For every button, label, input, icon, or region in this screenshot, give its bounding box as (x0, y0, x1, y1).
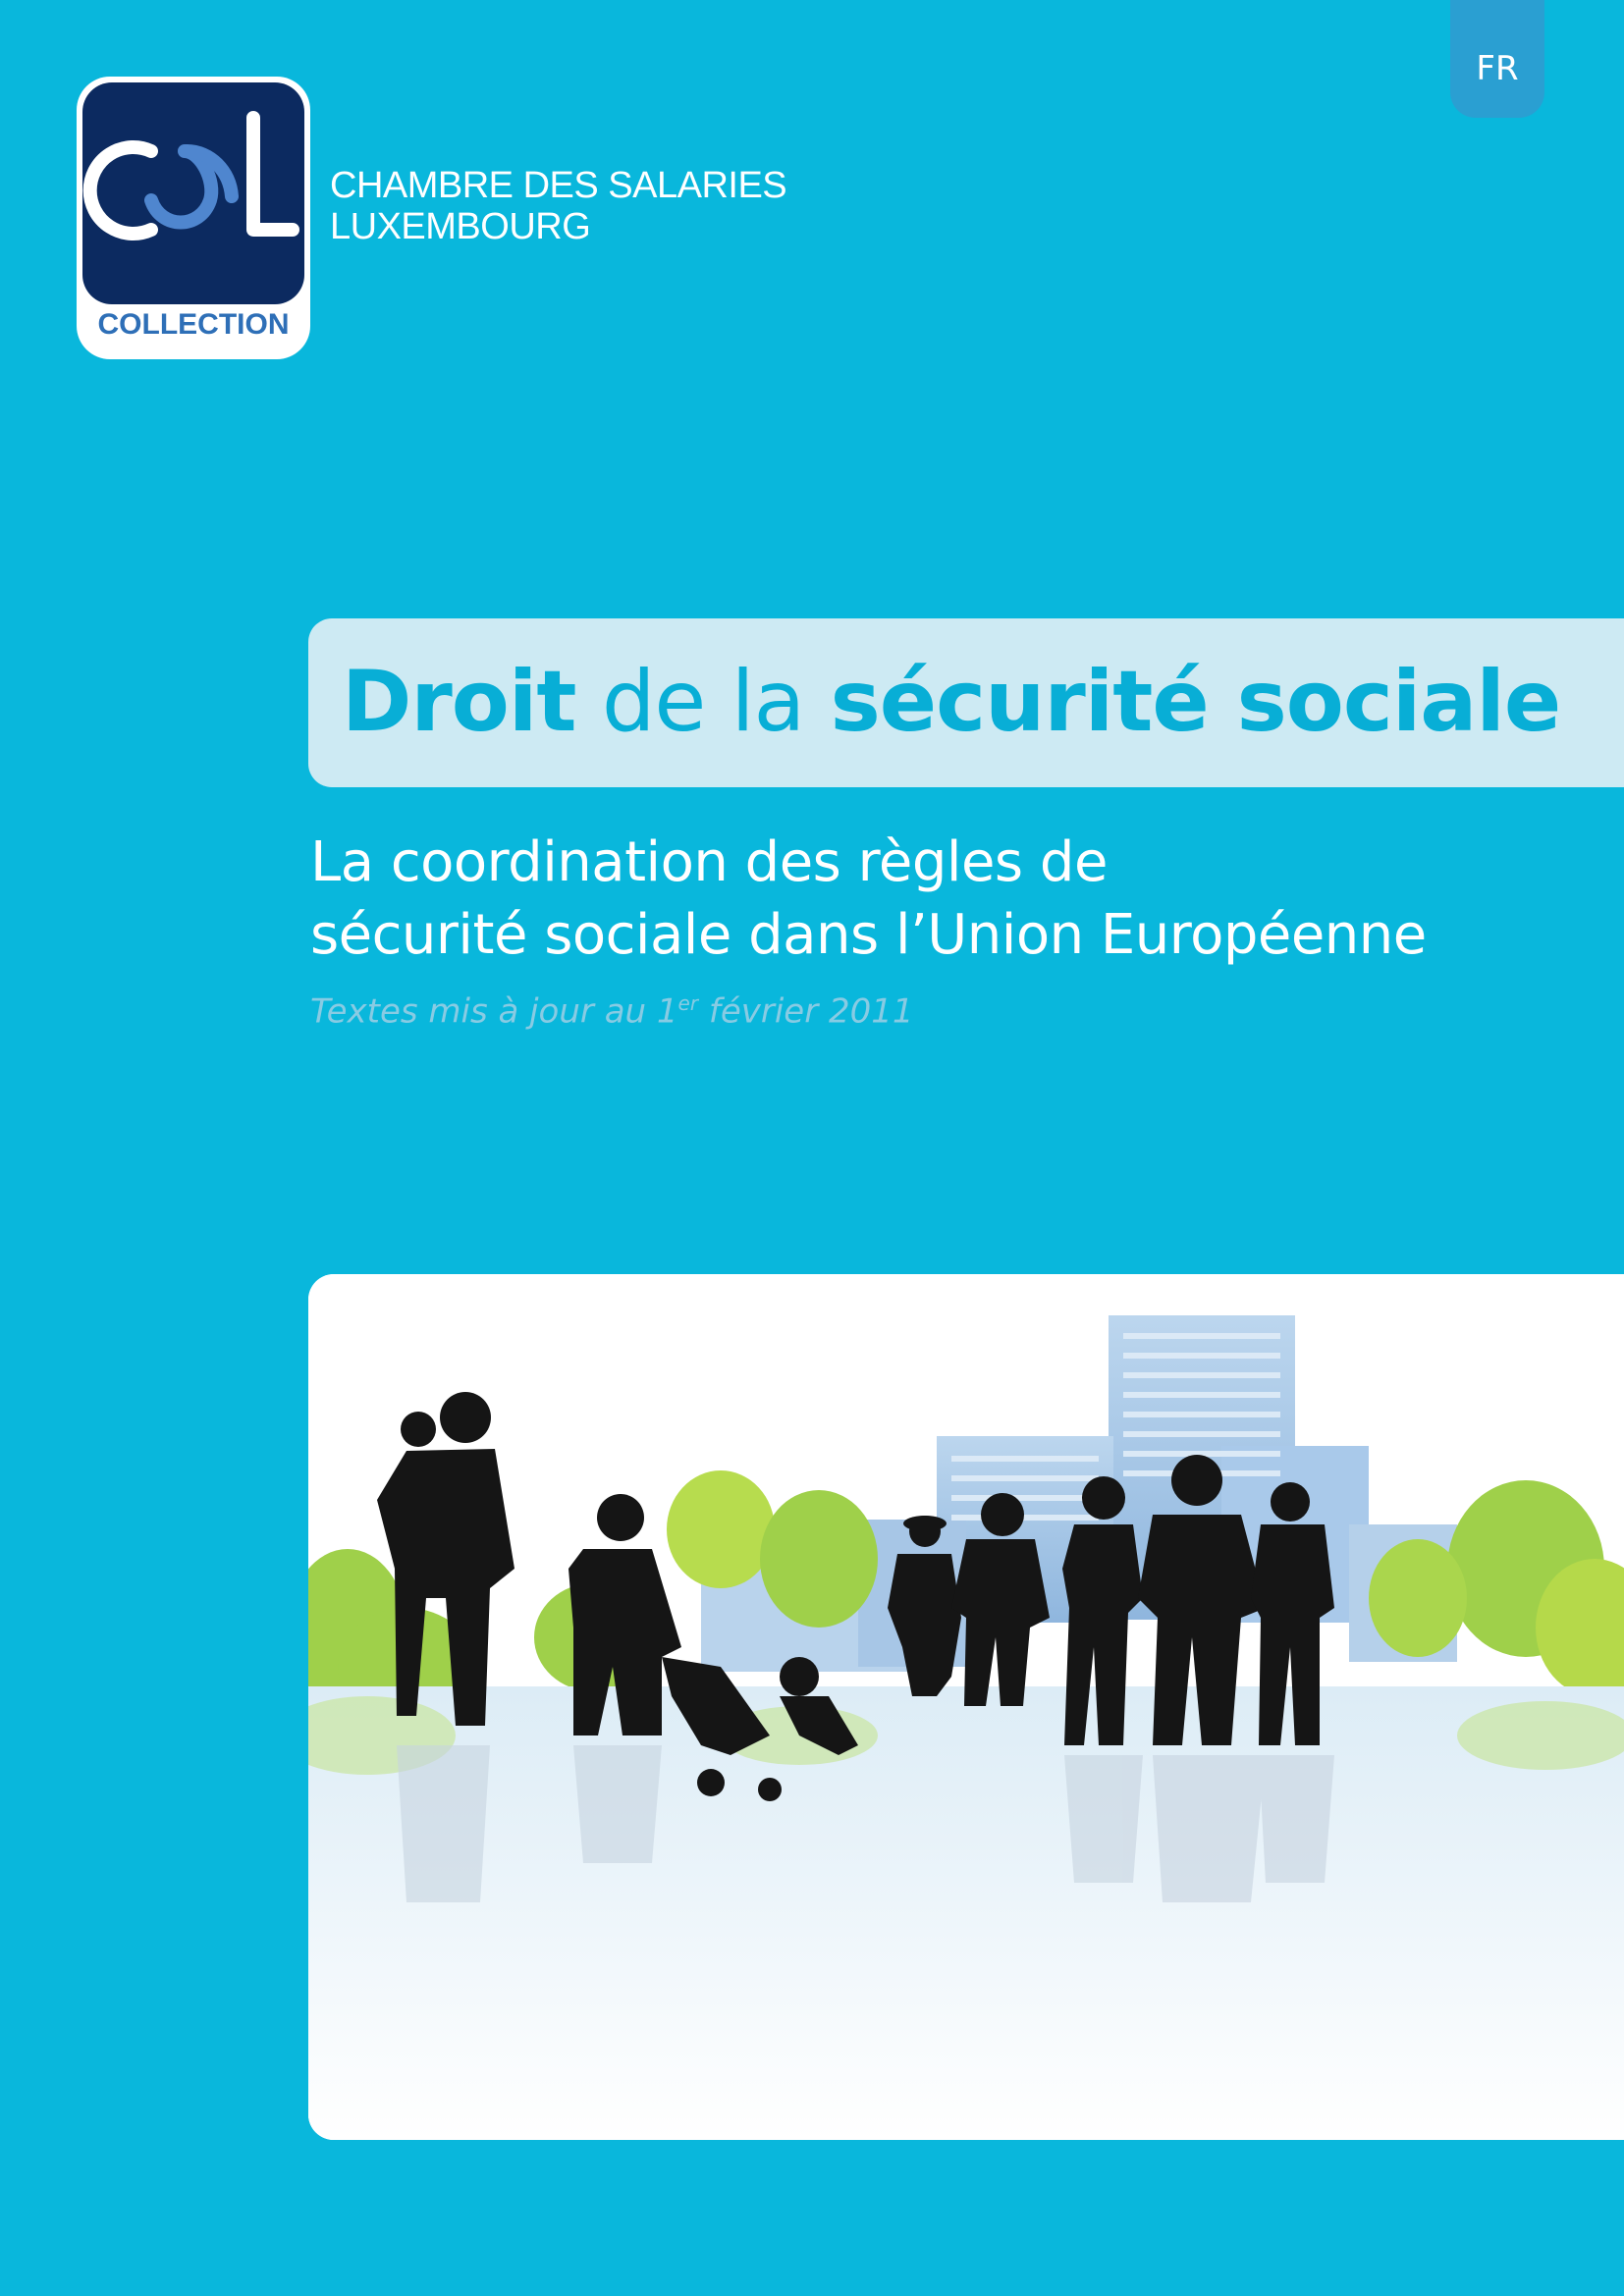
csl-monogram-icon (82, 82, 304, 304)
title-part-3: sécurité sociale (830, 653, 1561, 751)
csl-logo-mark (82, 82, 304, 304)
title-part-2: de la (575, 653, 831, 751)
cover-illustration (308, 1274, 1624, 2140)
title-banner (308, 618, 1624, 787)
people-city-illustration (308, 1274, 1624, 2140)
document-title (342, 648, 1560, 756)
document-subtitle (310, 827, 1427, 972)
csl-logo (77, 77, 310, 359)
title-part-1: Droit (342, 653, 576, 751)
update-date (310, 991, 914, 1031)
subtitle-line-1: La coordination des règles de (310, 830, 1108, 894)
language-tab[interactable]: FR (1450, 0, 1544, 118)
update-suffix: février 2011 (698, 991, 914, 1032)
update-superscript: er (677, 991, 699, 1015)
subtitle-line-2: sécurité sociale dans l’Union Européenne (310, 903, 1427, 967)
update-prefix: Textes mis à jour au 1 (310, 991, 678, 1032)
logo-caption: COLLECTION (97, 308, 290, 341)
organization-line-2: LUXEMBOURG (330, 206, 591, 247)
organization-name (330, 165, 786, 247)
organization-line-1: CHAMBRE DES SALARIES (330, 165, 787, 206)
